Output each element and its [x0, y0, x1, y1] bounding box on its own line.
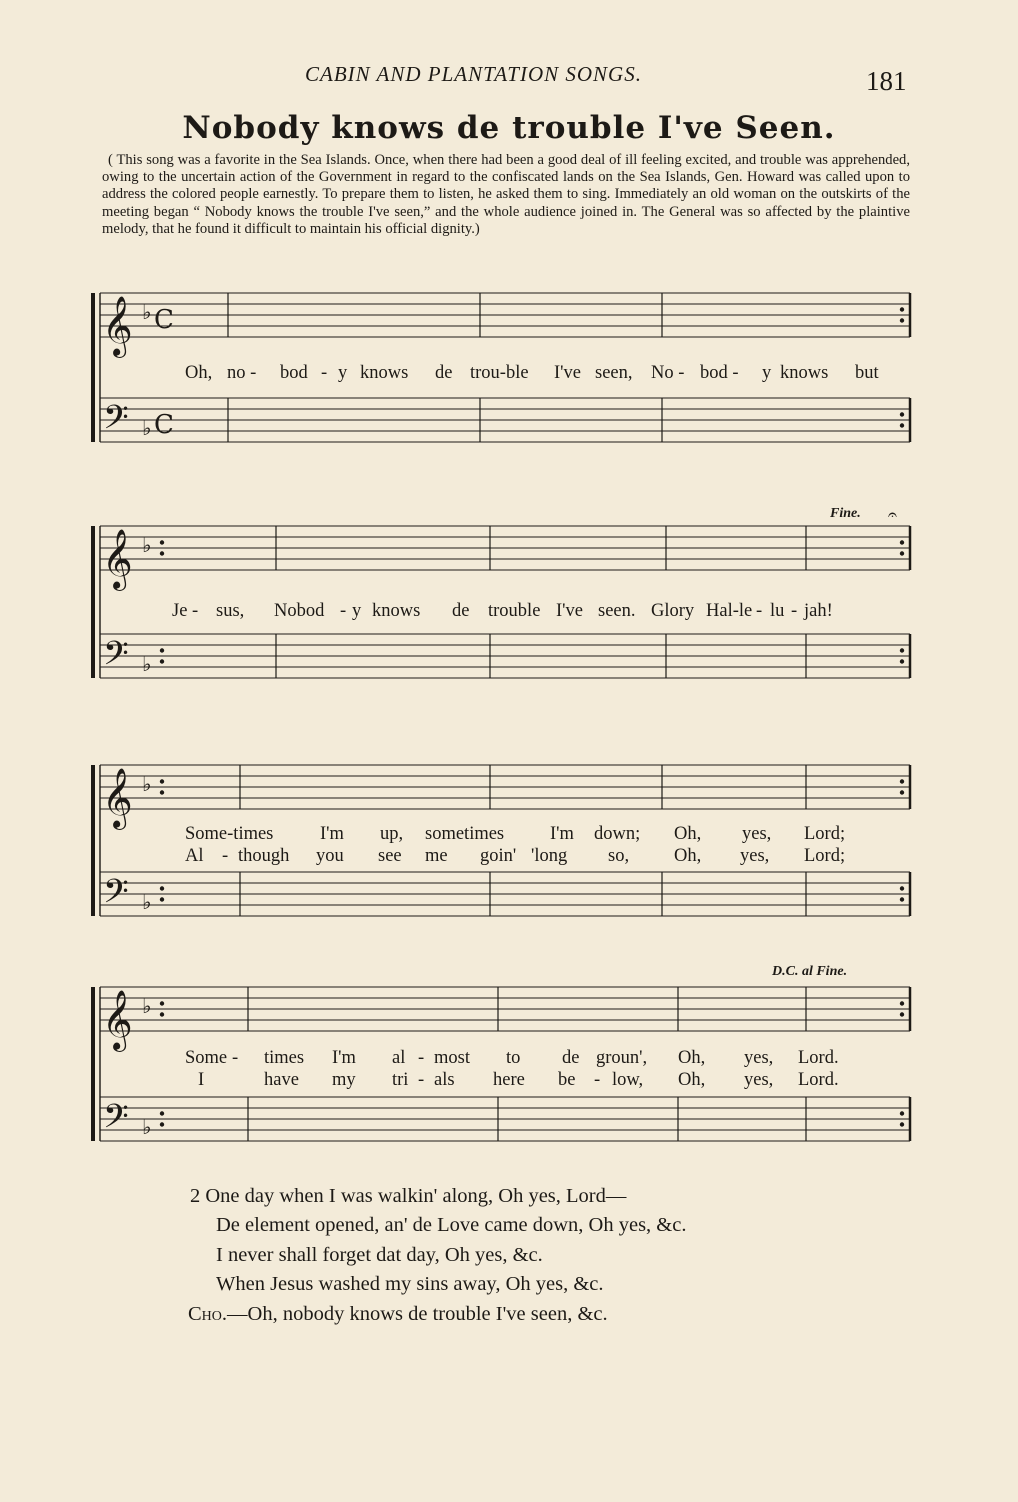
verse-line: [190, 1270, 686, 1299]
repeat-dot: [160, 540, 164, 544]
page-number: 181: [866, 66, 907, 96]
fine-marking: Fine.: [830, 506, 861, 521]
lyric-syllable: de: [452, 601, 470, 621]
lyric-syllable: seen,: [595, 363, 633, 383]
lyric-syllable: be: [558, 1070, 576, 1090]
lyric-syllable: al: [392, 1048, 406, 1068]
lyric-syllable: No -: [651, 363, 685, 383]
lyric-syllable: yes,: [744, 1048, 774, 1068]
lyric-syllable: I'm: [320, 824, 344, 844]
lyric-syllable: most: [434, 1048, 470, 1068]
verse-text: One day when I was walkin' along, Oh yes, Lord—: [205, 1185, 627, 1207]
verse-2: [190, 1182, 686, 1329]
lyric-syllable: yes,: [740, 846, 770, 866]
lyric-line: [88, 1048, 912, 1072]
lyric-syllable: lu: [770, 601, 785, 621]
repeat-dot: [900, 886, 904, 890]
lyric-syllable: no -: [227, 363, 257, 383]
lyric-syllable: -: [594, 1070, 601, 1090]
lyric-syllable: Oh,: [678, 1048, 706, 1068]
lyric-syllable: -: [791, 601, 798, 621]
repeat-dot: [900, 1111, 904, 1115]
treble-clef: 𝄞: [102, 529, 133, 589]
lyric-line: [88, 824, 912, 848]
lyric-syllable: Oh,: [185, 363, 213, 383]
lyric-syllable: I: [198, 1070, 205, 1090]
repeat-dot: [160, 659, 164, 663]
dc-al-fine-marking: D.C. al Fine.: [772, 964, 848, 979]
verse-text: When Jesus washed my sins away, Oh yes, &c.: [216, 1273, 604, 1296]
lyric-syllable: Oh,: [678, 1070, 706, 1090]
running-title: CABIN AND PLANTATION SONGS.: [305, 62, 642, 86]
lyric-syllable: I've: [554, 363, 581, 383]
lyric-syllable: yes,: [744, 1070, 774, 1090]
lyric-syllable: up,: [380, 824, 404, 844]
bass-clef: 𝄢: [103, 635, 129, 681]
lyric-syllable: low,: [612, 1070, 644, 1090]
repeat-dot: [900, 307, 904, 311]
lyric-syllable: Lord;: [804, 824, 846, 844]
repeat-dot: [900, 1012, 904, 1016]
bass-clef: 𝄢: [103, 399, 129, 445]
introduction-text: ( This song was a favorite in the Sea Islands. Once, when there had been a good deal of ill feeling excited, and trouble was apprehended, owing to the uncertain action of the Government in regard to the confiscated lands on the Sea Islands, Gen. Howard was called upon to address the colored people earnestly. To prepare them to listen, he asked them to sing. Immediately an old woman on the outskirts of the meeting began “ Nobody knows the trouble I've seen,” and the whole audience joined in. The General was so affected by the plaintive melody, that he found it difficult to maintain his official dignity.): [102, 152, 910, 237]
repeat-dot: [900, 551, 904, 555]
lyric-syllable: Je -: [172, 601, 199, 621]
repeat-dot: [900, 779, 904, 783]
lyric-syllable: Lord;: [804, 846, 846, 866]
fermata-symbol: 𝄐: [888, 506, 897, 524]
verse-number: 2: [190, 1185, 201, 1207]
lyric-syllable: -: [321, 363, 328, 383]
lyric-syllable: bod: [280, 363, 308, 383]
song-introduction: [102, 152, 910, 238]
chorus-line: [188, 1300, 686, 1329]
lyric-syllable: groun',: [596, 1048, 648, 1068]
flat-key-signature: ♭: [142, 300, 152, 324]
repeat-dot: [160, 790, 164, 794]
lyric-syllable: Glory: [651, 601, 695, 621]
lyric-syllable: though: [238, 846, 290, 866]
lyric-syllable: Nobod: [274, 601, 325, 621]
lyric-syllable: to: [506, 1048, 521, 1068]
lyric-syllable: y: [352, 601, 362, 621]
flat-key-signature: ♭: [142, 772, 152, 796]
flat-key-signature: ♭: [142, 533, 152, 557]
repeat-dot: [900, 318, 904, 322]
music-system-2: [88, 506, 912, 736]
lyric-syllable: but: [855, 363, 879, 383]
repeat-dot: [900, 1122, 904, 1126]
repeat-dot: [900, 659, 904, 663]
music-system-4: [88, 962, 912, 1177]
repeat-dot: [160, 1012, 164, 1016]
flat-key-signature: ♭: [142, 994, 152, 1018]
verse-line: [190, 1211, 686, 1240]
repeat-dot: [160, 648, 164, 652]
common-time-signature: C: [154, 305, 174, 335]
score-svg: [88, 283, 912, 493]
song-title: Nobody knows de trouble I've Seen.: [182, 110, 836, 146]
lyric-line: [88, 846, 912, 870]
verse-text: De element opened, an' de Love came down, Oh yes, &c.: [216, 1214, 687, 1237]
repeat-dot: [160, 779, 164, 783]
treble-clef: 𝄞: [102, 296, 133, 356]
repeat-dot: [160, 551, 164, 555]
lyric-syllable: de: [435, 363, 453, 383]
lyric-syllable: -: [418, 1048, 425, 1068]
verse-text: I never shall forget dat day, Oh yes, &c.: [216, 1243, 543, 1266]
lyric-syllable: my: [332, 1070, 356, 1090]
lyric-line: [88, 601, 912, 625]
lyric-syllable: 'long: [531, 846, 568, 866]
repeat-dot: [900, 897, 904, 901]
lyric-syllable: sus,: [216, 601, 245, 621]
lyric-syllable: knows: [780, 363, 829, 383]
lyric-syllable: y: [762, 363, 772, 383]
repeat-dot: [900, 412, 904, 416]
repeat-dot: [160, 886, 164, 890]
repeat-dot: [160, 897, 164, 901]
repeat-dot: [900, 790, 904, 794]
repeat-dot: [160, 1001, 164, 1005]
lyric-syllable: Lord.: [798, 1048, 839, 1068]
lyric-syllable: times: [264, 1048, 305, 1068]
flat-key-signature: ♭: [142, 652, 152, 676]
lyric-line: [88, 363, 912, 387]
lyric-syllable: -: [340, 601, 347, 621]
flat-key-signature: ♭: [142, 416, 152, 440]
lyric-syllable: Al: [185, 846, 204, 866]
lyric-syllable: knows: [360, 363, 409, 383]
common-time-signature: C: [154, 410, 174, 440]
lyric-syllable: tri: [392, 1070, 409, 1090]
lyric-syllable: seen.: [598, 601, 636, 621]
lyric-syllable: Oh,: [674, 824, 702, 844]
chorus-label: Cho.: [188, 1302, 228, 1325]
lyric-syllable: Some: [185, 1048, 228, 1068]
verse-line: [190, 1182, 686, 1211]
lyric-syllable: you: [316, 846, 344, 866]
lyric-syllable: yes,: [742, 824, 772, 844]
repeat-dot: [900, 540, 904, 544]
lyric-syllable: here: [493, 1070, 525, 1090]
lyric-syllable: Oh,: [674, 846, 702, 866]
lyric-syllable: I'm: [332, 1048, 356, 1068]
repeat-dot: [900, 1001, 904, 1005]
lyric-syllable: -: [756, 601, 763, 621]
treble-clef: 𝄞: [102, 990, 133, 1050]
lyric-syllable: Some-times: [185, 824, 274, 844]
lyric-syllable: goin': [480, 846, 517, 866]
repeat-dot: [900, 423, 904, 427]
lyric-syllable: trouble: [488, 601, 541, 621]
lyric-syllable: I'm: [550, 824, 574, 844]
treble-clef: 𝄞: [102, 768, 133, 828]
lyric-syllable: have: [264, 1070, 299, 1090]
lyric-syllable: knows: [372, 601, 421, 621]
lyric-syllable: bod -: [700, 363, 739, 383]
lyric-syllable: -: [418, 1070, 425, 1090]
lyric-syllable: Lord.: [798, 1070, 839, 1090]
lyric-syllable: I've: [556, 601, 583, 621]
music-system-3: [88, 755, 912, 965]
bass-clef: 𝄢: [103, 1098, 129, 1144]
flat-key-signature: ♭: [142, 890, 152, 914]
lyric-syllable: so,: [608, 846, 630, 866]
lyric-syllable: -: [222, 846, 229, 866]
lyric-syllable: me: [425, 846, 448, 866]
flat-key-signature: ♭: [142, 1115, 152, 1139]
repeat-dot: [160, 1122, 164, 1126]
verse-line: [190, 1241, 686, 1270]
lyric-syllable: jah!: [804, 601, 833, 621]
repeat-dot: [160, 1111, 164, 1115]
lyric-syllable: -: [232, 1048, 239, 1068]
lyric-syllable: Hal-le: [706, 601, 753, 621]
lyric-syllable: als: [434, 1070, 455, 1090]
chorus-text: —Oh, nobody knows de trouble I've seen, &c.: [227, 1302, 608, 1325]
music-system-1: [88, 283, 912, 503]
lyric-syllable: de: [562, 1048, 580, 1068]
bass-clef: 𝄢: [103, 873, 129, 919]
repeat-dot: [900, 648, 904, 652]
lyric-syllable: down;: [594, 824, 641, 844]
lyric-line: [88, 1070, 912, 1094]
lyric-syllable: see: [378, 846, 402, 866]
lyric-syllable: sometimes: [425, 824, 505, 844]
lyric-syllable: trou-ble: [470, 363, 529, 383]
lyric-syllable: y: [338, 363, 348, 383]
